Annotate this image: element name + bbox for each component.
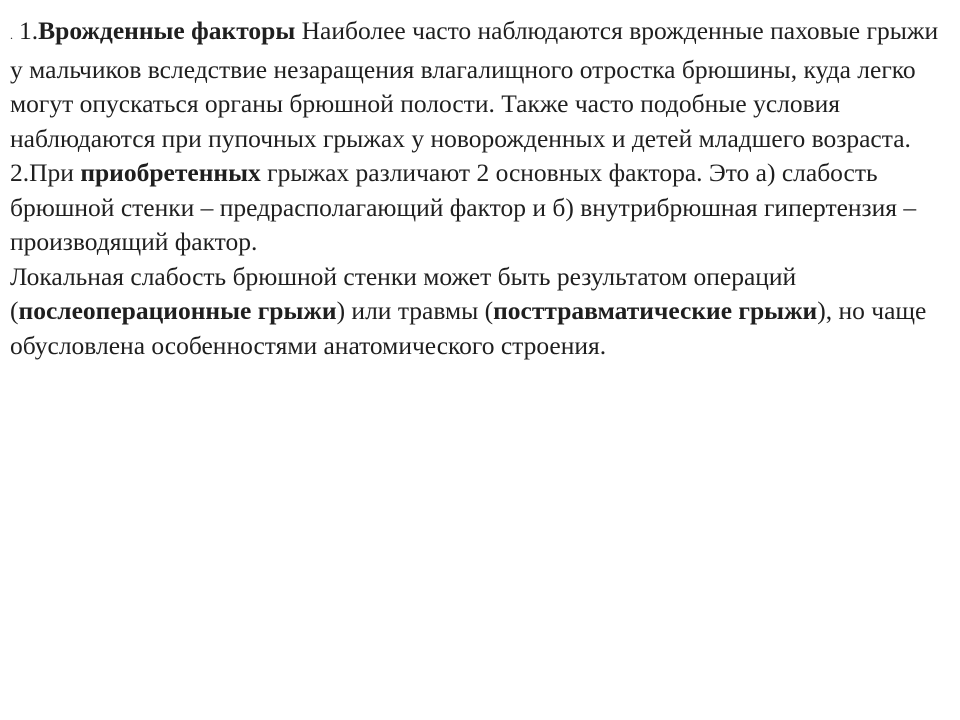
item-number: 1. <box>19 16 39 45</box>
term-congenital-factors: Врожденные факторы <box>38 16 296 45</box>
text-segment: ), но чаще обусловлена особенностями анатомического строения. <box>10 296 927 360</box>
text-segment: ) или травмы ( <box>336 296 494 325</box>
bullet-dot: . <box>10 28 13 42</box>
text-segment: Локальная слабость брюшной стенки может быть результатом операций ( <box>10 261 797 325</box>
paragraph-hernia-factors <box>10 14 940 260</box>
paragraph-local-weakness <box>10 260 940 364</box>
text-segment: Наиболее часто наблюдаются врожденные паховые грыжи у мальчиков вследствие незаращения влагалищного отростка брюшины, куда легко могут опускаться органы брюшной полости. Также часто подобные условия наблюдаются при пупочных грыжах у новорожденных и детей младшего возраста. 2.При <box>10 16 939 187</box>
text-segment: грыжах различают 2 основных фактора. Это а) слабость брюшной стенки – предрасполагающий фактор и б) внутрибрюшная гипертензия – производящий фактор. <box>10 158 917 256</box>
term-posttraumatic-hernias: посттравматические грыжи <box>493 296 818 325</box>
term-postoperative-hernias: послеоперационные грыжи <box>18 296 337 325</box>
term-acquired: приобретенных <box>80 158 261 187</box>
slide-text-block <box>10 14 940 363</box>
